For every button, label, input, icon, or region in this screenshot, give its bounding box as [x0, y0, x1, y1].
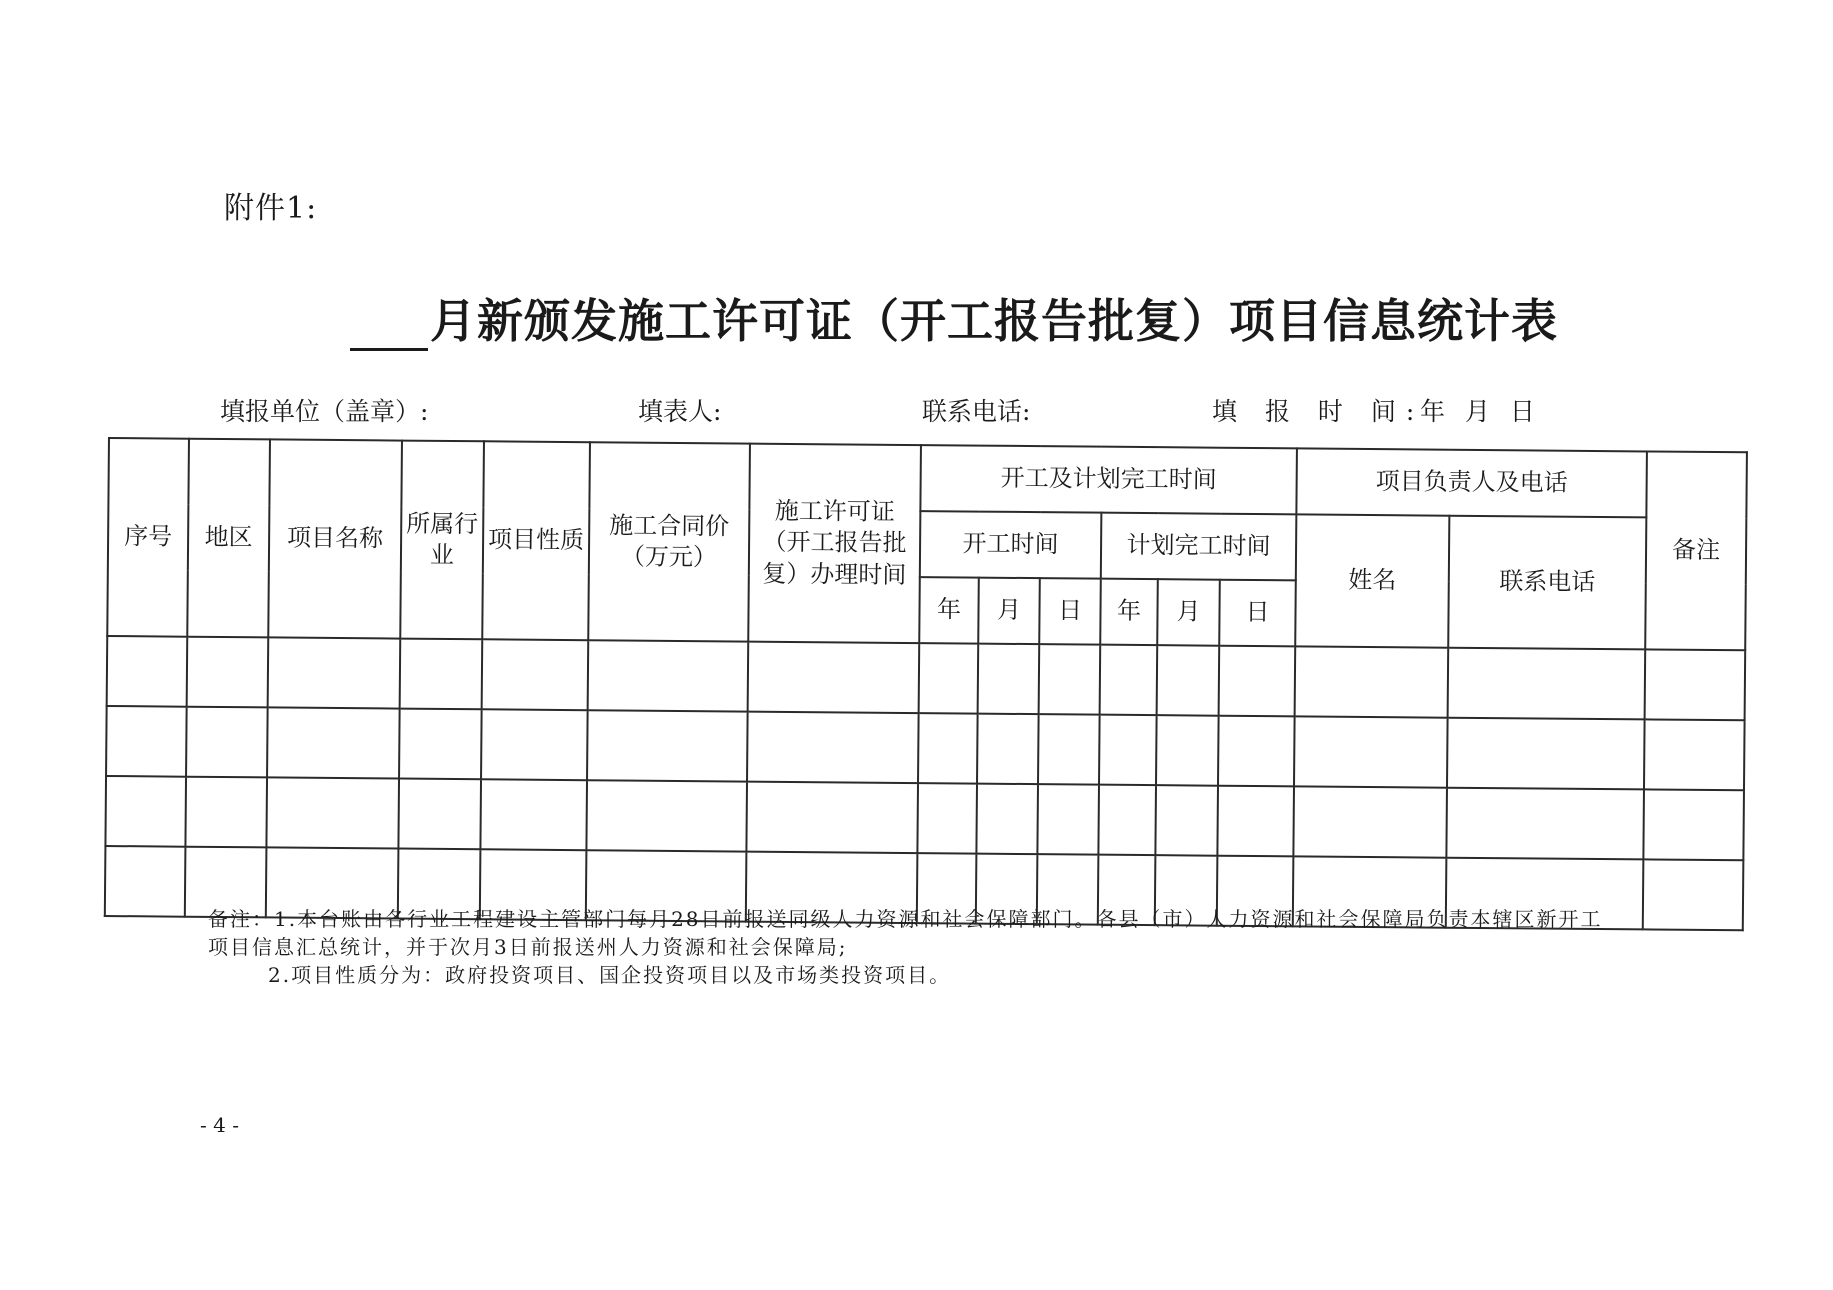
- table-cell: [748, 642, 920, 713]
- table-cell: [1155, 785, 1218, 856]
- table-cell: [1295, 646, 1449, 717]
- table-cell: [1100, 645, 1158, 715]
- table-cell: [105, 776, 186, 847]
- table-cell: [1447, 718, 1645, 790]
- table-cell: [1038, 714, 1100, 785]
- table-cell: [977, 714, 1039, 785]
- table-cell: [107, 636, 188, 707]
- page-title: 月新颁发施工许可证（开工报告批复）项目信息统计表: [430, 294, 1558, 348]
- table-cell: [1098, 785, 1156, 855]
- header-start-and-plan-time: 开工及计划完工时间: [920, 445, 1297, 514]
- table-cell: [106, 706, 187, 777]
- table-cell: [186, 707, 268, 778]
- fill-time-label: 填 报 时 间:: [1212, 397, 1425, 426]
- table-cell: [1218, 716, 1295, 787]
- table-cell: [400, 639, 483, 710]
- table-cell: [588, 640, 749, 711]
- header-start-day: 日: [1039, 578, 1101, 645]
- note-line-1: 备注：1.本台账由各行业工程建设主管部门每月28日前报送同级人力资源和社会保障部门。各县（市）人力资源和社会保障局负责本辖区新开工: [208, 907, 1603, 931]
- table-cell: [1217, 786, 1294, 857]
- table-cell: [1448, 648, 1646, 720]
- header-row-1: [108, 438, 1747, 518]
- header-industry: 所属行业: [400, 441, 484, 640]
- table-cell: [1643, 859, 1744, 930]
- table-cell: [1157, 645, 1220, 716]
- header-plan-day: 日: [1219, 580, 1296, 647]
- header-start-year: 年: [919, 577, 979, 644]
- table-cell: [746, 782, 918, 853]
- table-cell: [481, 709, 588, 780]
- header-start-time: 开工时间: [920, 511, 1102, 579]
- header-name: 姓名: [1295, 514, 1449, 647]
- header-plan-year: 年: [1100, 579, 1158, 645]
- page-number: - 4 -: [200, 1113, 239, 1137]
- table-cell: [398, 779, 481, 850]
- table-cell: [917, 783, 977, 854]
- table-cell: [267, 707, 400, 778]
- table-cell: [185, 777, 267, 848]
- header-project-nature: 项目性质: [482, 441, 590, 640]
- header-region: 地区: [187, 439, 270, 638]
- header-permit-time: 施工许可证（开工报告批复）办理时间: [748, 444, 921, 643]
- header-planned-completion: 计划完工时间: [1101, 513, 1297, 581]
- table-cell: [399, 709, 482, 780]
- title-block: [350, 285, 1558, 351]
- fill-unit-label: 填报单位（盖章）:: [220, 397, 429, 426]
- header-start-month: 月: [978, 578, 1040, 645]
- header-contract-price: 施工合同价（万元）: [588, 442, 750, 641]
- table-cell: [1219, 646, 1296, 717]
- table-cell: [266, 777, 399, 848]
- table-cell: [918, 713, 978, 784]
- table-cell: [1644, 719, 1745, 790]
- table-cell: [105, 846, 186, 917]
- table-cell: [1099, 715, 1157, 785]
- table-cell: [1643, 789, 1744, 860]
- fill-date: 年 月 日: [1420, 397, 1535, 426]
- attachment-label: 附件1:: [224, 191, 318, 226]
- table-cell: [978, 644, 1040, 715]
- table-cell: [747, 712, 919, 783]
- table-cell: [1039, 644, 1101, 715]
- table-cell: [919, 643, 979, 714]
- table-cell: [1446, 788, 1644, 860]
- table-cell: [587, 710, 748, 781]
- header-contact-phone: 联系电话: [1448, 516, 1646, 650]
- table-cell: [187, 637, 269, 708]
- phone-label: 联系电话:: [922, 397, 1031, 426]
- table-cell: [586, 780, 747, 851]
- table-cell: [976, 784, 1038, 855]
- table-cell: [482, 639, 589, 710]
- notes: [208, 905, 1603, 989]
- table-cell: [480, 779, 587, 850]
- header-plan-month: 月: [1157, 579, 1220, 646]
- table-cell: [1037, 784, 1099, 855]
- table-cell: [1645, 649, 1746, 720]
- month-blank: [350, 308, 428, 351]
- stats-table: [104, 437, 1748, 931]
- table-cell: [1294, 716, 1448, 787]
- filler-label: 填表人:: [638, 397, 722, 426]
- table-cell: [268, 637, 401, 708]
- header-project-name: 项目名称: [268, 439, 402, 638]
- table-cell: [1293, 786, 1447, 857]
- table-cell: [1156, 715, 1219, 786]
- header-serial: 序号: [107, 438, 189, 637]
- header-remarks: 备注: [1645, 451, 1747, 650]
- note-line-2: 项目信息汇总统计，并于次月3日前报送州人力资源和社会保障局;: [208, 935, 848, 959]
- header-manager-and-phone: 项目负责人及电话: [1296, 448, 1647, 517]
- note-line-3: 2.项目性质分为：政府投资项目、国企投资项目以及市场类投资项目。: [268, 963, 952, 987]
